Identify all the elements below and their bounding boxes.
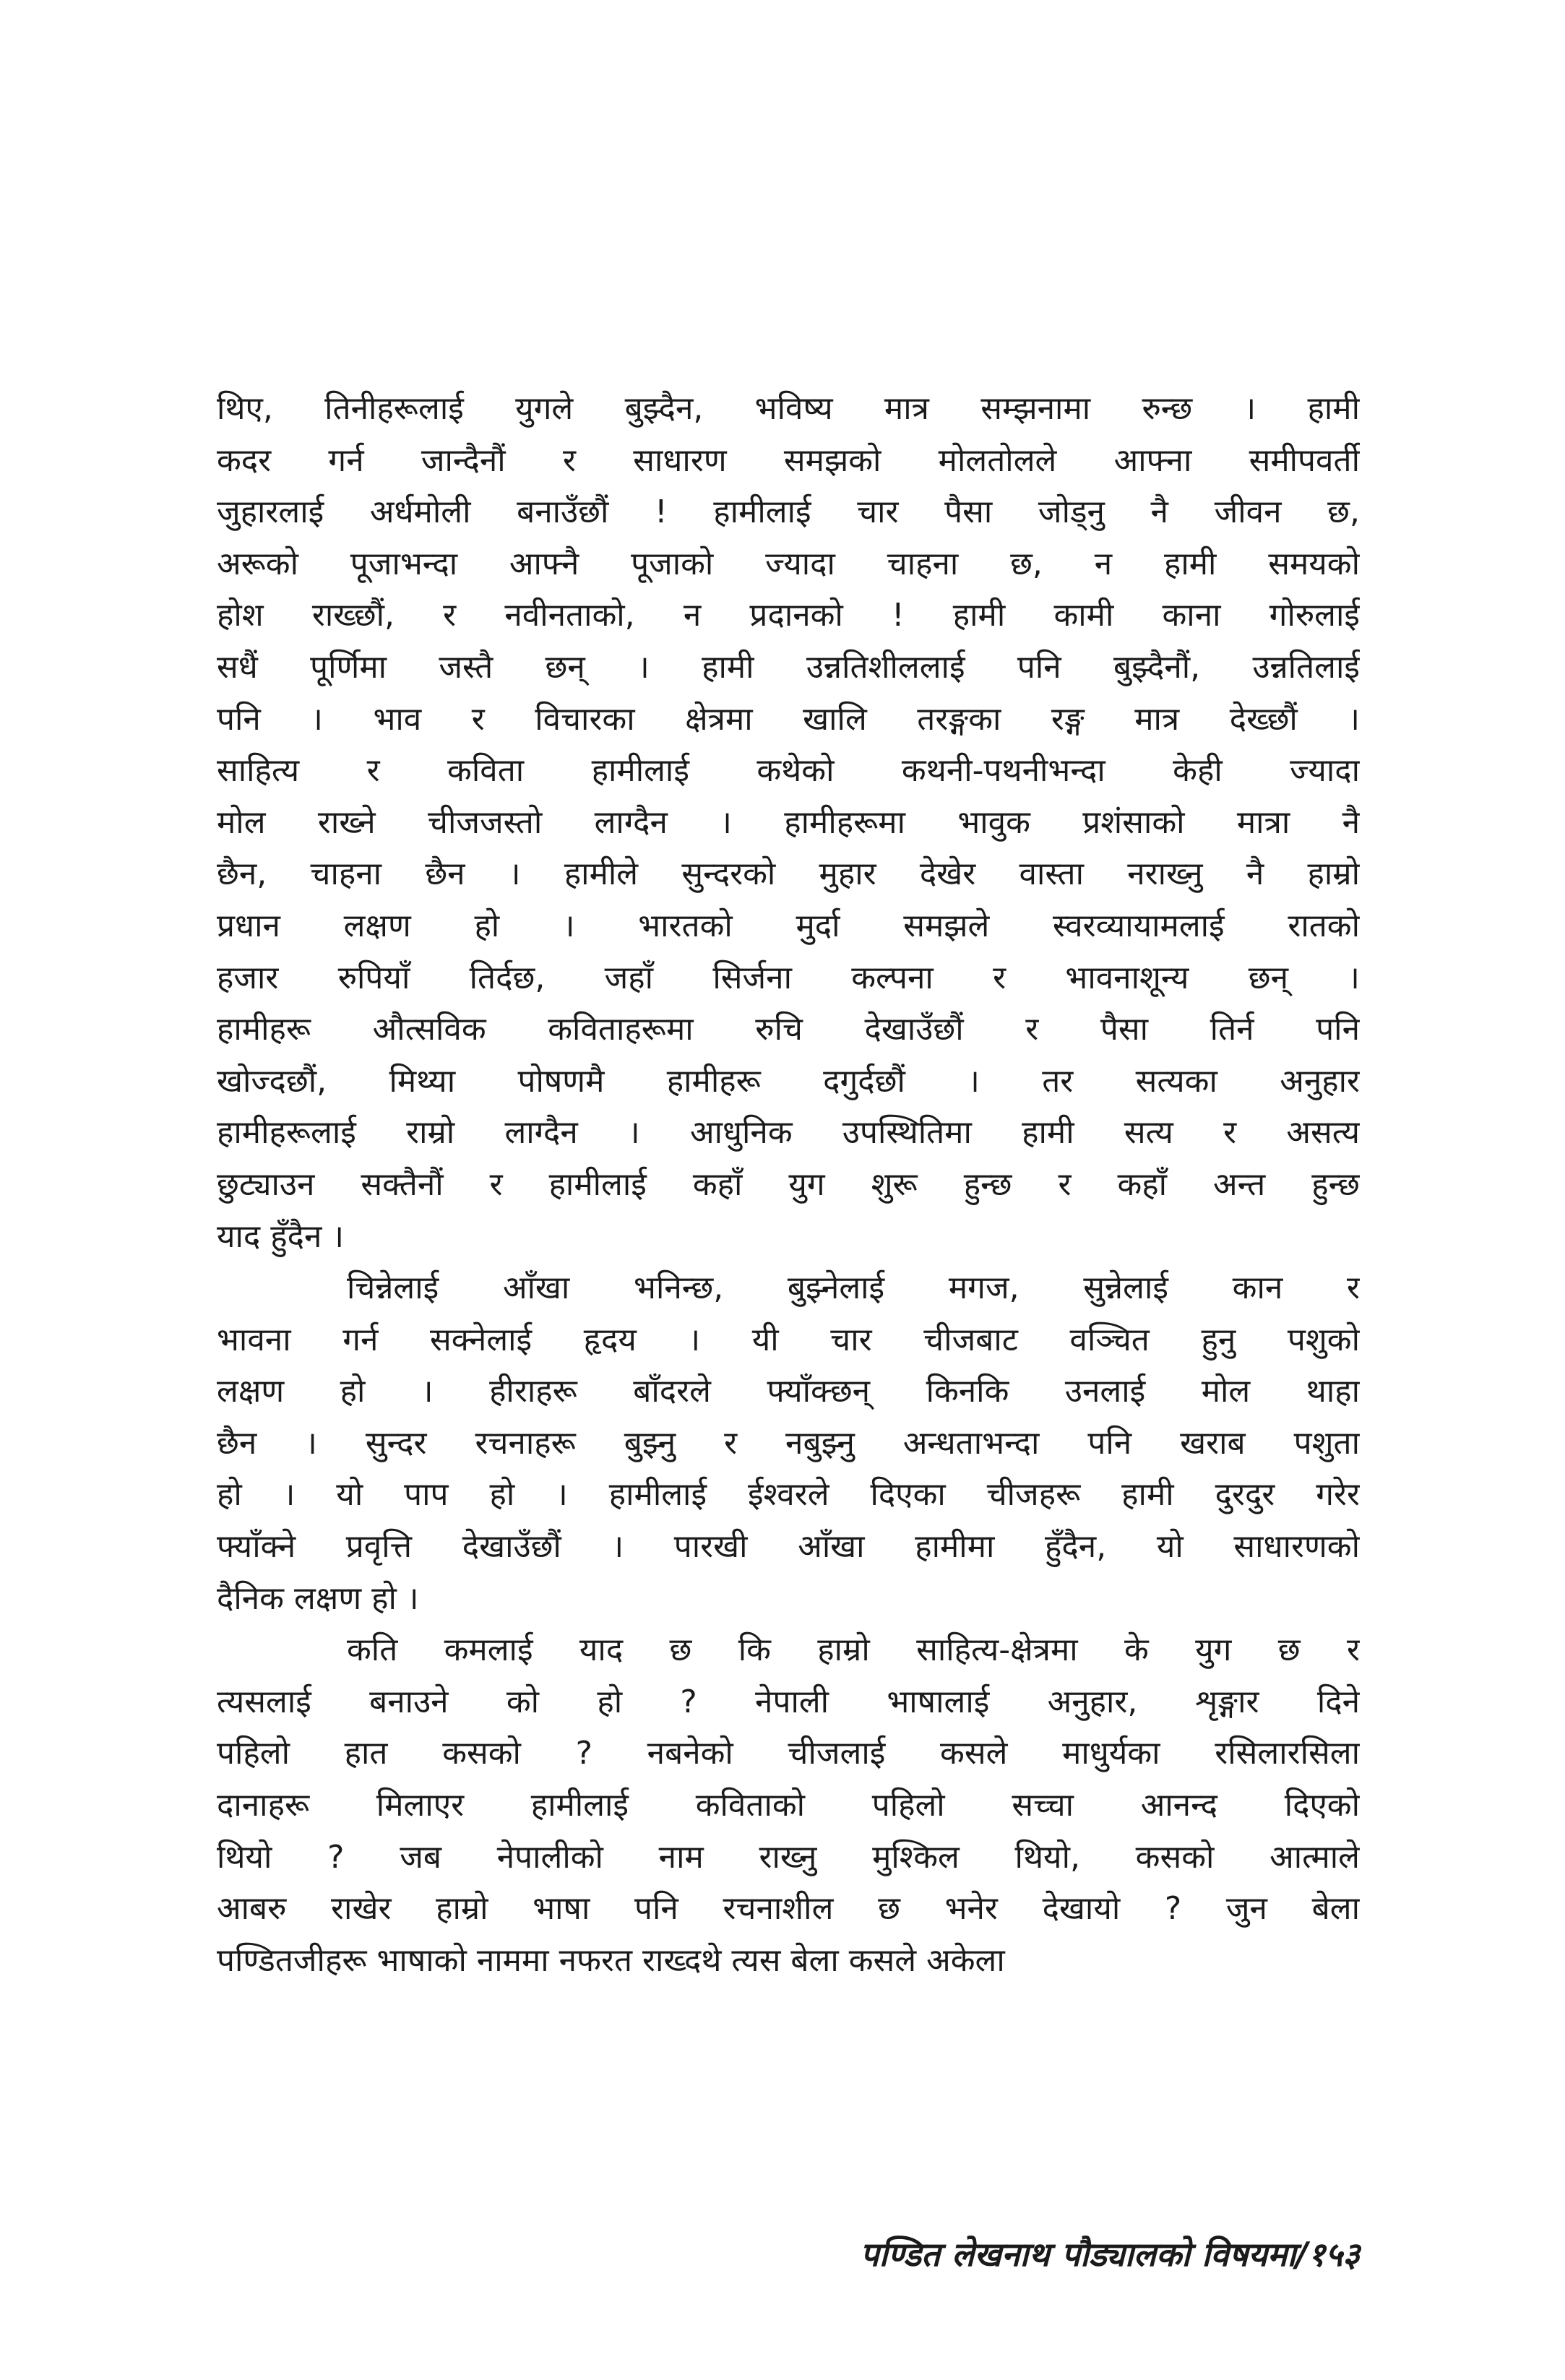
text-line: लक्षण हो । हीराहरू बाँदरले फ्याँक्छन् किनकि उनलाई मोल थाहा xyxy=(217,1373,1360,1410)
paragraph xyxy=(217,1262,1360,1624)
text-line: प्रधान लक्षण हो । भारतको मुर्दा समझले स्वरव्यायामलाई रातको xyxy=(217,907,1360,944)
text-line: पनि । भाव र विचारका क्षेत्रमा खालि तरङ्गका रङ्ग मात्र देख्छौं । xyxy=(217,700,1360,738)
body-text xyxy=(217,383,1360,1986)
text-line: कदर गर्न जान्दैनौं र साधारण समझको मोलतोलले आफ्ना समीपवर्ती xyxy=(217,441,1360,479)
text-line: छैन । सुन्दर रचनाहरू बुझ्नु र नबुझ्नु अन्धताभन्दा पनि खराब पशुता xyxy=(217,1424,1360,1462)
text-line: सधैं पूर्णिमा जस्तै छन् । हामी उन्नतिशीललाई पनि बुझ्दैनौं, उन्नतिलाई xyxy=(217,648,1360,686)
text-line: थिए, तिनीहरूलाई युगले बुझ्दैन, भविष्य मात्र सम्झनामा रुन्छ । हामी xyxy=(217,390,1360,427)
text-line: मोल राख्ने चीजजस्तो लाग्दैन । हामीहरूमा भावुक प्रशंसाको मात्रा नै xyxy=(217,803,1360,841)
text-line: याद हुँदैन । xyxy=(217,1217,345,1255)
text-line: थियो ? जब नेपालीको नाम राख्नु मुश्किल थियो, कसको आत्माले xyxy=(217,1838,1360,1876)
running-footer xyxy=(217,2225,1360,2283)
running-title-page-number: पण्डित लेखनाथ पौड्यालको विषयमा/१५३ xyxy=(860,2235,1360,2274)
text-line: पण्डितजीहरू भाषाको नाममा नफरत राख्दथे त्यस बेला कसले अकेला xyxy=(217,1941,1005,1979)
text-line: हजार रुपियाँ तिर्दछ, जहाँ सिर्जना कल्पना र भावनाशून्य छन् । xyxy=(217,959,1360,996)
text-line: दानाहरू मिलाएर हामीलाई कविताको पहिलो सच्चा आनन्द दिएको xyxy=(217,1787,1360,1824)
text-line: कति कमलाई याद छ कि हाम्रो साहित्य-क्षेत्रमा के युग छ र xyxy=(347,1631,1360,1669)
text-line: दैनिक लक्षण हो । xyxy=(217,1579,419,1617)
paragraph xyxy=(217,1624,1360,1986)
text-line: जुहारलाई अर्धमोली बनाउँछौं ! हामीलाई चार पैसा जोड्नु नै जीवन छ, xyxy=(217,493,1360,531)
text-line: खोज्दछौं, मिथ्या पोषणमै हामीहरू दगुर्दछौं । तर सत्यका अनुहार xyxy=(217,1062,1360,1100)
text-line: आबरु राखेर हाम्रो भाषा पनि रचनाशील छ भनेर देखायो ? जुन बेला xyxy=(217,1890,1360,1928)
text-line: साहित्य र कविता हामीलाई कथेको कथनी-पथनीभन्दा केही ज्यादा xyxy=(217,752,1360,790)
text-line: पहिलो हात कसको ? नबनेको चीजलाई कसले माधुर्यका रसिलारसिला xyxy=(217,1735,1360,1772)
text-line: छुट्याउन सक्तैनौं र हामीलाई कहाँ युग शुरू हुन्छ र कहाँ अन्त हुन्छ xyxy=(217,1165,1360,1203)
text-line: अरूको पूजाभन्दा आफ्नै पूजाको ज्यादा चाहना छ, न हामी समयको xyxy=(217,545,1360,582)
text-line: छैन, चाहना छैन । हामीले सुन्दरको मुहार देखेर वास्ता नराख्नु नै हाम्रो xyxy=(217,855,1360,893)
text-line: हामीहरू औत्सविक कविताहरूमा रुचि देखाउँछौं र पैसा तिर्न पनि xyxy=(217,1011,1360,1048)
text-line: फ्याँक्ने प्रवृत्ति देखाउँछौं । पारखी आँखा हामीमा हुँदैन, यो साधारणको xyxy=(217,1528,1360,1566)
text-line: हामीहरूलाई राम्रो लाग्दैन । आधुनिक उपस्थितिमा हामी सत्य र असत्य xyxy=(217,1114,1360,1152)
text-line: त्यसलाई बनाउने को हो ? नेपाली भाषालाई अनुहार, शृङ्गार दिने xyxy=(217,1683,1360,1720)
paragraph xyxy=(217,383,1360,1262)
text-line: चिन्नेलाई आँखा भनिन्छ, बुझ्नेलाई मगज, सुन्नेलाई कान र xyxy=(347,1269,1360,1307)
text-line: हो । यो पाप हो । हामीलाई ईश्वरले दिएका चीजहरू हामी दुरदुर गरेर xyxy=(217,1476,1360,1514)
text-line: भावना गर्न सक्नेलाई हृदय । यी चार चीजबाट वञ्चित हुनु पशुको xyxy=(217,1321,1360,1358)
text-line: होश राख्छौं, र नवीनताको, न प्रदानको ! हामी कामी काना गोरुलाई xyxy=(217,597,1360,634)
